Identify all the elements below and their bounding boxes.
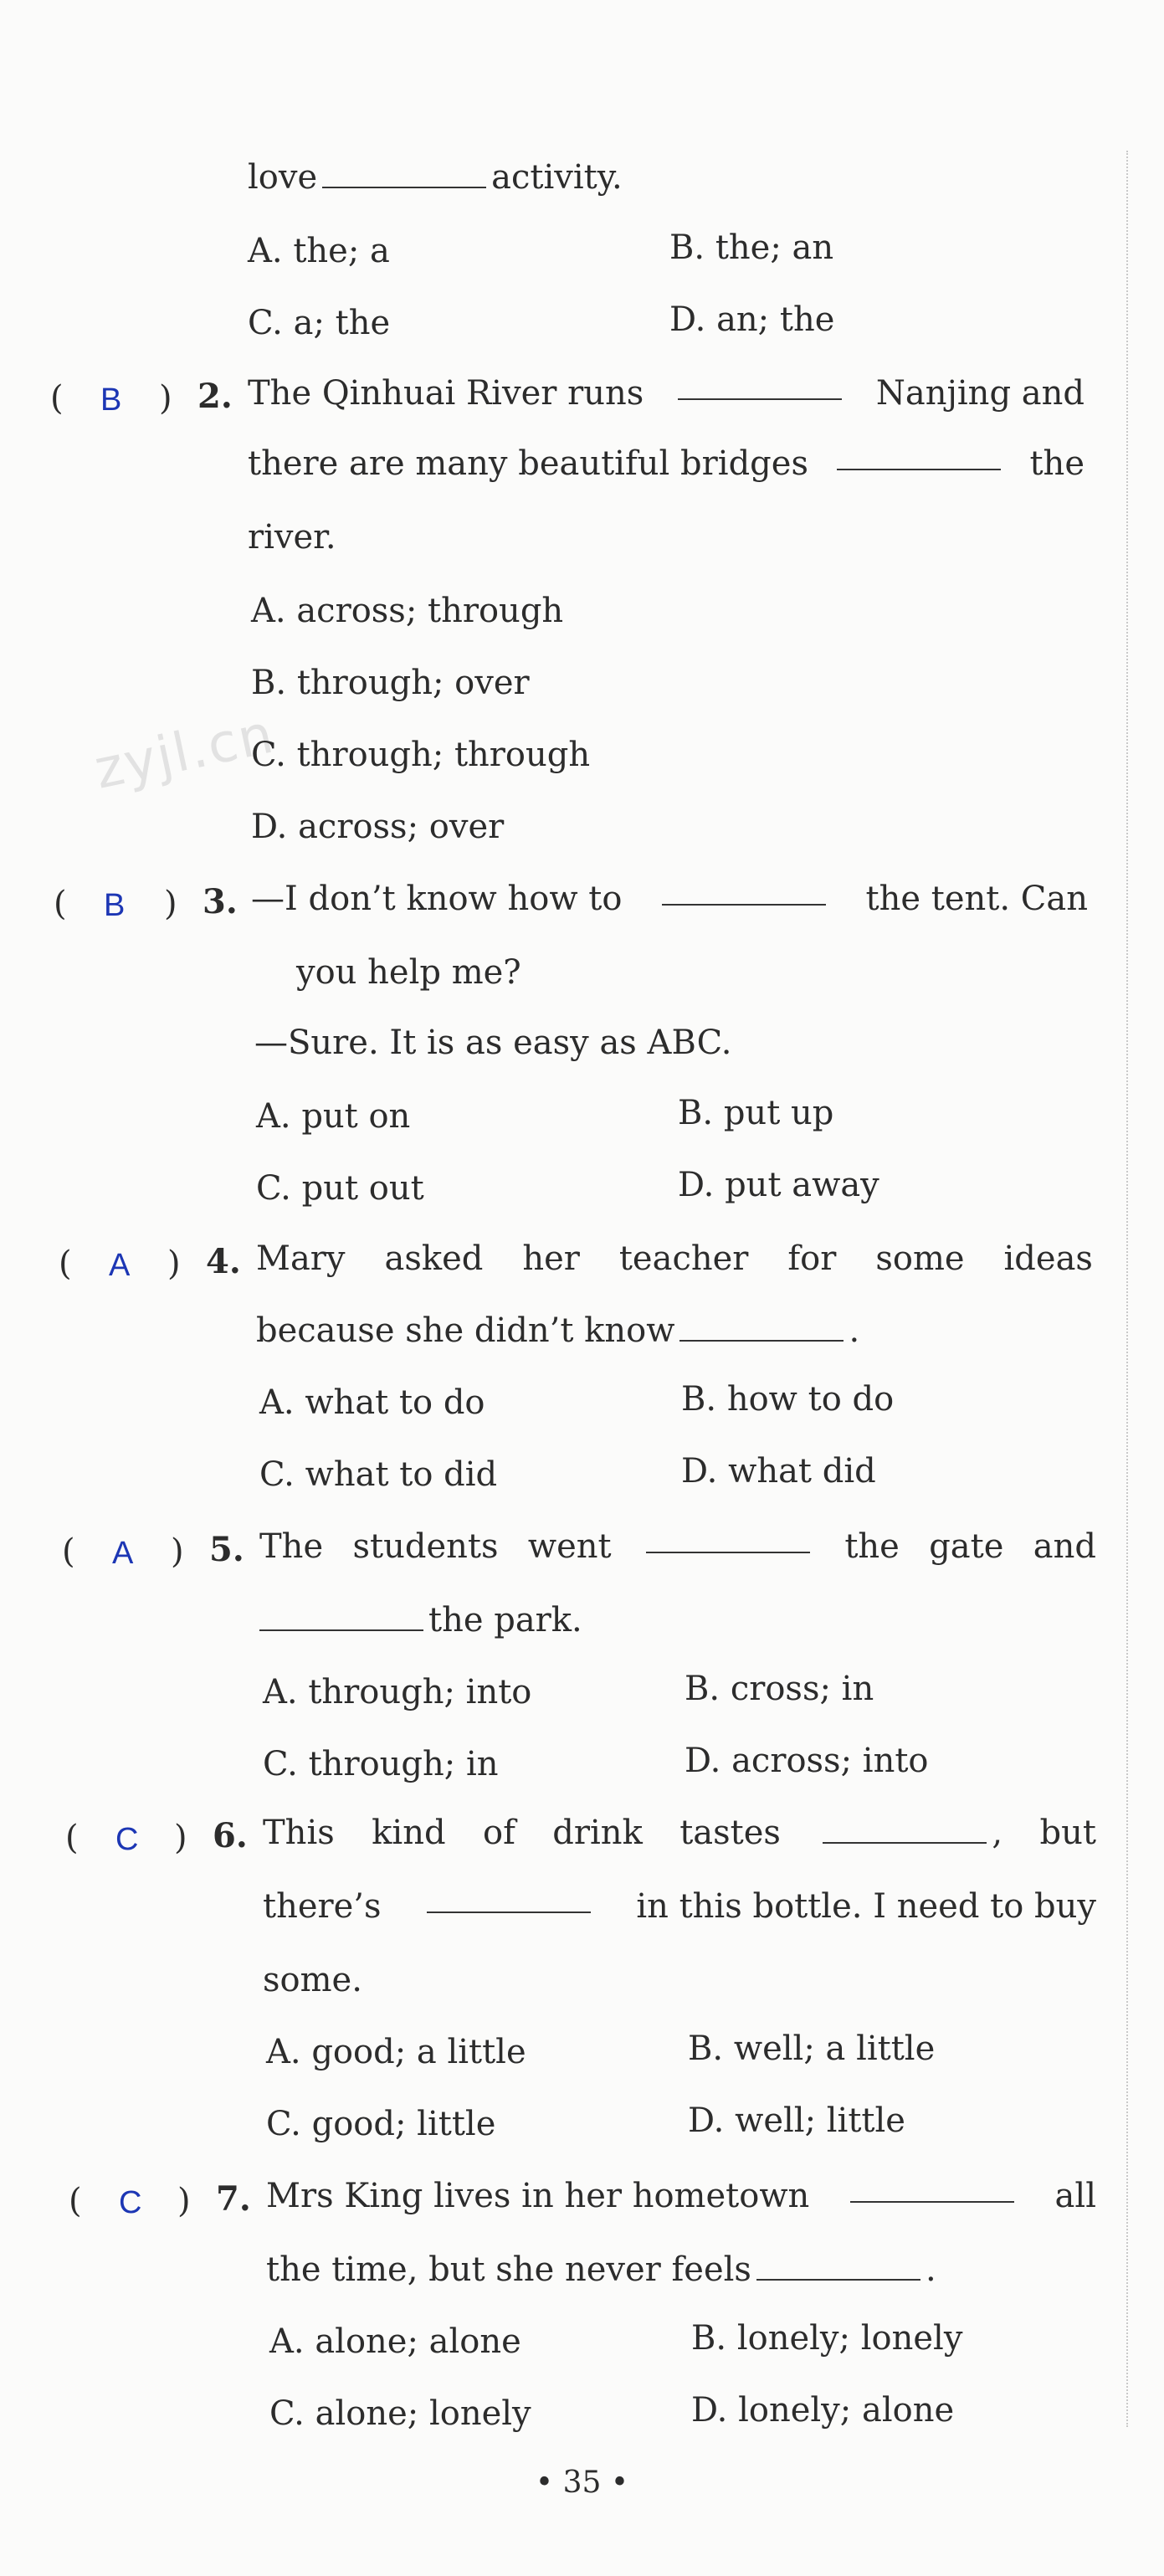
question-stem-line: there’s in this bottle. I need to buy — [263, 1887, 1096, 1926]
question-number: 6. — [213, 1816, 248, 1855]
question-stem-line: The students went the gate and — [259, 1527, 1096, 1566]
option-a: A. alone; alone — [269, 2322, 521, 2361]
answer-blank — [646, 1527, 810, 1553]
answer-blank — [662, 879, 826, 906]
question-stem-line: the time, but she never feels . — [266, 2250, 936, 2289]
question-number: 4. — [206, 1242, 241, 1281]
question-stem-line: —I don’t know how to the tent. Can — [251, 880, 1088, 918]
option-a: A. through; into — [263, 1673, 532, 1711]
option-b: B. lonely; lonely — [691, 2319, 963, 2358]
answer-mark: A — [112, 1536, 134, 1571]
question-number: 3. — [203, 882, 238, 921]
question-stem-line: Mary asked her teacher for some ideas — [256, 1239, 1093, 1278]
option-a: A. the; a — [248, 232, 390, 270]
question-1-stem-line: love activity. — [248, 158, 623, 197]
question-number: 5. — [209, 1530, 244, 1569]
answer-blank — [823, 1817, 987, 1844]
answer-bracket-close: ) — [167, 1244, 181, 1283]
page-number: • 35 • — [535, 2466, 629, 2500]
option-d: D. across; over — [251, 808, 505, 846]
question-stem-line: the park. — [259, 1600, 582, 1640]
option-d: D. across; into — [685, 1742, 929, 1780]
option-b: B. how to do — [681, 1380, 895, 1419]
option-c: C. alone; lonely — [269, 2394, 531, 2433]
question-stem-line: you help me? — [296, 953, 521, 992]
answer-bracket-open: ( — [69, 2182, 82, 2220]
answer-bracket-close: ) — [177, 2182, 191, 2220]
option-b: B. cross; in — [685, 1670, 874, 1708]
option-c: C. a; the — [248, 304, 391, 342]
answer-blank — [427, 1886, 591, 1913]
answer-bracket-close: ) — [164, 885, 177, 923]
option-a: A. put on — [256, 1097, 411, 1136]
answer-mark: A — [109, 1248, 131, 1283]
page-margin-line — [1126, 151, 1128, 2427]
option-d: D. lonely; alone — [691, 2391, 955, 2430]
answer-blank — [322, 162, 486, 188]
question-stem-line: because she didn’t know . — [256, 1311, 860, 1350]
answer-bracket-open: ( — [54, 885, 67, 923]
option-b: B. put up — [678, 1094, 834, 1132]
question-number: 2. — [197, 377, 233, 416]
option-b: B. the; an — [669, 228, 834, 267]
answer-blank — [850, 2176, 1014, 2203]
answer-bracket-open: ( — [59, 1244, 72, 1283]
answer-blank — [259, 1604, 423, 1631]
answer-bracket-open: ( — [62, 1532, 75, 1571]
answer-bracket-open: ( — [50, 379, 64, 418]
option-a: A. what to do — [259, 1383, 485, 1422]
answer-blank — [678, 373, 842, 400]
option-a: A. good; a little — [266, 2033, 526, 2071]
option-c: C. through; in — [263, 1745, 499, 1783]
option-c: C. through; through — [251, 736, 591, 774]
answer-bracket-open: ( — [65, 1819, 79, 1857]
watermark: zyjl.cn — [89, 703, 280, 802]
answer-blank — [837, 444, 1001, 470]
option-d: D. well; little — [688, 2101, 905, 2140]
answer-mark: B — [104, 888, 126, 923]
answer-blank — [679, 1315, 844, 1342]
answer-mark: B — [100, 382, 122, 418]
answer-mark: C — [119, 2185, 142, 2220]
answer-bracket-close: ) — [171, 1532, 184, 1571]
question-stem-line: some. — [263, 1961, 362, 1999]
answer-bracket-close: ) — [159, 379, 172, 418]
question-stem-line: Mrs King lives in her hometown all — [266, 2177, 1096, 2215]
answer-blank — [756, 2254, 920, 2281]
option-d: D. an; the — [669, 300, 835, 339]
option-b: B. through; over — [251, 664, 530, 702]
answer-bracket-close: ) — [174, 1819, 187, 1857]
option-a: A. across; through — [251, 592, 564, 630]
option-c: C. good; little — [266, 2105, 496, 2143]
option-d: D. put away — [678, 1166, 879, 1204]
option-b: B. well; a little — [688, 2029, 936, 2068]
option-c: C. put out — [256, 1169, 424, 1208]
answer-mark: C — [115, 1822, 139, 1857]
question-stem-line: The Qinhuai River runs Nanjing and — [248, 374, 1085, 413]
question-number: 7. — [216, 2179, 251, 2219]
option-d: D. what did — [681, 1452, 876, 1491]
option-c: C. what to did — [259, 1455, 498, 1494]
question-stem-line: there are many beautiful bridges the — [248, 444, 1085, 483]
question-stem-line: This kind of drink tastes , but — [263, 1814, 1096, 1852]
question-stem-line: river. — [248, 518, 336, 557]
question-stem-line: —Sure. It is as easy as ABC. — [254, 1024, 732, 1062]
